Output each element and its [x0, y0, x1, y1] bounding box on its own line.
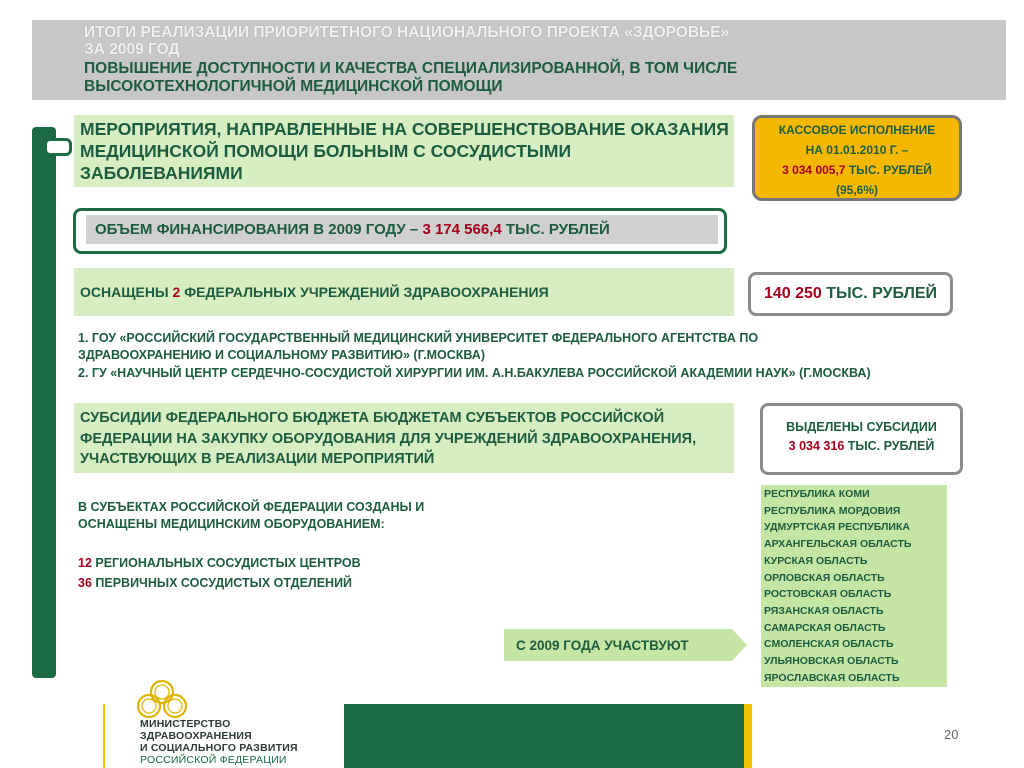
cash-execution-percent: (95,6%)	[835, 183, 879, 197]
region-item: УДМУРТСКАЯ РЕСПУБЛИКА	[764, 521, 910, 534]
institution-line-2: ЗДРАВООХРАНЕНИЮ И СОЦИАЛЬНОМУ РАЗВИТИЮ» (Г.МОСКВА)	[78, 348, 485, 362]
equipped-amount-box	[748, 272, 953, 316]
ministry-name-line4: РОССИЙСКОЙ ФЕДЕРАЦИИ	[140, 754, 287, 766]
equipped-suffix: ФЕДЕРАЛЬНЫХ УЧРЕЖДЕНИЙ ЗДРАВООХРАНЕНИЯ	[180, 284, 549, 300]
region-item: СМОЛЕНСКАЯ ОБЛАСТЬ	[764, 638, 894, 651]
ministry-name-line3: И СОЦИАЛЬНОГО РАЗВИТИЯ	[140, 742, 298, 754]
ministry-name-line1: МИНИСТЕРСТВО	[140, 718, 231, 730]
region-item: РЕСПУБЛИКА КОМИ	[764, 488, 870, 500]
header-title-line2: ЗА 2009 ГОД	[84, 41, 180, 58]
region-item: РОСТОВСКАЯ ОБЛАСТЬ	[764, 588, 892, 601]
allocated-label: ВЫДЕЛЕНЫ СУБСИДИИ	[786, 420, 937, 434]
participating-label: С 2009 ГОДА УЧАСТВУЮТ	[516, 638, 689, 653]
subsidies-text: СУБСИДИИ ФЕДЕРАЛЬНОГО БЮДЖЕТА БЮДЖЕТАМ СУБЪЕКТОВ РОССИЙСКОЙ ФЕДЕРАЦИИ НА ЗАКУПКУ ОБОРУДОВАНИЯ ДЛЯ УЧРЕЖДЕНИЙ ЗДРАВООХРАНЕНИЯ, УЧАСТВУЮЩИХ В РЕАЛИЗАЦИИ МЕРОПРИЯТИЙ	[80, 410, 697, 467]
region-item: АРХАНГЕЛЬСКАЯ ОБЛАСТЬ	[764, 538, 912, 551]
region-item: УЛЬЯНОВСКАЯ ОБЛАСТЬ	[764, 655, 899, 668]
page-number: 20	[944, 727, 959, 742]
cash-execution-unit: ТЫС. РУБЛЕЙ	[845, 163, 932, 177]
regional-centers-label: РЕГИОНАЛЬНЫХ СОСУДИСТЫХ ЦЕНТРОВ	[91, 556, 361, 570]
cash-execution-box	[752, 115, 962, 201]
region-item: ЯРОСЛАВСКАЯ ОБЛАСТЬ	[764, 671, 900, 684]
header-subtitle-line2: ВЫСОКОТЕХНОЛОГИЧНОЙ МЕДИЦИНСКОЙ ПОМОЩИ	[84, 78, 503, 95]
measures-text: МЕРОПРИЯТИЯ, НАПРАВЛЕННЫЕ НА СОВЕРШЕНСТВОВАНИЕ ОКАЗАНИЯ МЕДИЦИНСКОЙ ПОМОЩИ БОЛЬНЫМ С СОСУДИСТЫМИ ЗАБОЛЕВАНИЯМИ	[80, 119, 729, 183]
primary-departments-label: ПЕРВИЧНЫХ СОСУДИСТЫХ ОТДЕЛЕНИЙ	[91, 576, 353, 590]
regions-list	[764, 486, 911, 686]
equipped-amount-unit: ТЫС. РУБЛЕЙ	[821, 285, 938, 302]
ministry-name-line2: ЗДРАВООХРАНЕНИЯ	[140, 730, 252, 742]
equipped-count: 2	[172, 284, 181, 300]
institution-line-1: 1. ГОУ «РОССИЙСКИЙ ГОСУДАРСТВЕННЫЙ МЕДИЦИНСКИЙ УНИВЕРСИТЕТ ФЕДЕРАЛЬНОГО АГЕНТСТВА ПО	[78, 331, 759, 345]
allocated-amount-line	[763, 437, 960, 456]
created-line-1: В СУБЪЕКТАХ РОССИЙСКОЙ ФЕДЕРАЦИИ СОЗДАНЫ И	[78, 500, 425, 514]
allocated-amount: 3 034 316	[788, 439, 845, 453]
equipped-text	[80, 284, 549, 300]
region-item: РЕСПУБЛИКА МОРДОВИЯ	[764, 504, 901, 517]
region-item: РЯЗАНСКАЯ ОБЛАСТЬ	[764, 604, 884, 617]
institution-line-3: 2. ГУ «НАУЧНЫЙ ЦЕНТР СЕРДЕЧНО-СОСУДИСТОЙ ХИРУРГИИ ИМ. А.Н.БАКУЛЕВА РОССИЙСКОЙ АКАДЕМИИ НАУК» (Г.МОСКВА)	[78, 366, 871, 380]
cash-execution-label: КАССОВОЕ ИСПОЛНЕНИЕ	[778, 123, 936, 137]
header-subtitle-line1: ПОВЫШЕНИЕ ДОСТУПНОСТИ И КАЧЕСТВА СПЕЦИАЛИЗИРОВАННОЙ, В ТОМ ЧИСЛЕ	[84, 60, 738, 77]
regional-centers-count: 12	[78, 556, 92, 570]
cash-execution-amount: 3 034 005,7	[782, 163, 846, 177]
footer-yellow-stripe	[744, 704, 752, 768]
region-item: ОРЛОВСКАЯ ОБЛАСТЬ	[764, 571, 885, 584]
equipped-amount: 140 250	[763, 285, 822, 302]
header-title-line1: ИТОГИ РЕАЛИЗАЦИИ ПРИОРИТЕТНОГО НАЦИОНАЛЬНОГО ПРОЕКТА «ЗДОРОВЬЕ»	[84, 24, 730, 41]
regional-centers-line	[78, 555, 361, 572]
created-line-2: ОСНАЩЕНЫ МЕДИЦИНСКИМ ОБОРУДОВАНИЕМ:	[78, 517, 385, 531]
region-item: КУРСКАЯ ОБЛАСТЬ	[764, 554, 868, 567]
funding-amount: 3 174 566,4	[422, 221, 502, 238]
footer-divider	[103, 704, 105, 768]
region-item: САМАРСКАЯ ОБЛАСТЬ	[764, 621, 886, 634]
funding-text	[95, 221, 610, 238]
left-accent-bar	[32, 127, 56, 678]
footer-green-block	[344, 704, 744, 768]
primary-departments-count: 36	[78, 576, 92, 590]
allocated-unit: ТЫС. РУБЛЕЙ	[844, 439, 935, 453]
equipped-prefix: ОСНАЩЕНЫ	[80, 284, 173, 300]
allocated-subsidies-box	[760, 403, 963, 475]
header-banner	[32, 20, 1006, 100]
cash-execution-date: НА 01.01.2010 Г. –	[805, 143, 909, 157]
funding-prefix: ОБЪЕМ ФИНАНСИРОВАНИЯ В 2009 ГОДУ –	[95, 221, 423, 238]
cash-execution-amount-line	[755, 160, 959, 180]
left-accent-hook	[44, 138, 72, 156]
primary-departments-line	[78, 575, 352, 592]
funding-suffix: ТЫС. РУБЛЕЙ	[501, 221, 610, 238]
